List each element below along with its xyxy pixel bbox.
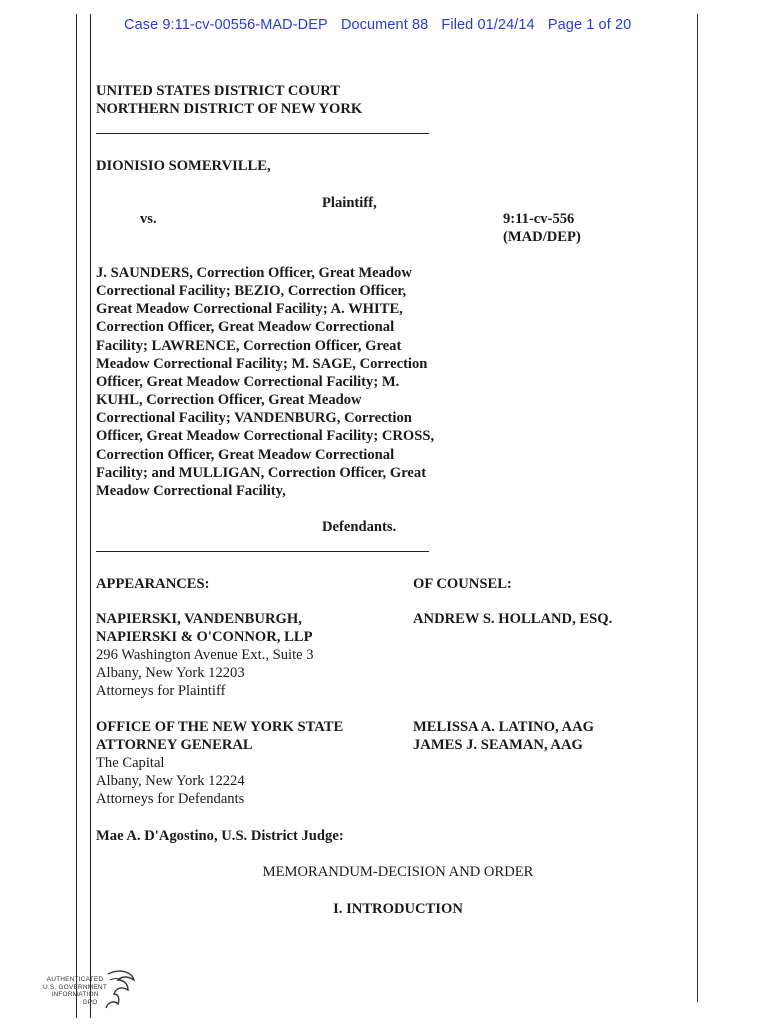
- section-heading: I. INTRODUCTION: [333, 901, 463, 917]
- plaintiff-firm-line-1: NAPIERSKI, VANDENBURGH,: [96, 611, 302, 627]
- defendant-line: Great Meadow Correctional Facility; A. WHITE,: [96, 301, 403, 318]
- court-name-line-2: NORTHERN DISTRICT OF NEW YORK: [96, 101, 363, 117]
- defense-attorneys-for: Attorneys for Defendants: [96, 791, 245, 807]
- defendant-line: KUHL, Correction Officer, Great Meadow: [96, 392, 362, 409]
- eagle-icon: [98, 966, 138, 1016]
- defendant-line: Correction Officer, Great Meadow Correctional: [96, 446, 395, 463]
- case-judges-initials: (MAD/DEP): [503, 229, 581, 245]
- defense-address-line-1: The Capital: [96, 755, 165, 771]
- caption-rule-bottom: [96, 551, 429, 552]
- defendants-list: [96, 264, 434, 500]
- judge-line: Mae A. D'Agostino, U.S. District Judge:: [96, 828, 344, 844]
- defendant-line: J. SAUNDERS, Correction Officer, Great Meadow: [96, 265, 412, 281]
- filing-header: [124, 17, 640, 33]
- plaintiff-counsel: ANDREW S. HOLLAND, ESQ.: [413, 611, 613, 627]
- versus-label: vs.: [140, 211, 157, 227]
- plaintiff-address-line-1: 296 Washington Avenue Ext., Suite 3: [96, 647, 314, 663]
- plaintiff-address-line-2: Albany, New York 12203: [96, 665, 245, 681]
- appearances-heading: APPEARANCES:: [96, 576, 210, 592]
- plaintiff-role: Plaintiff,: [322, 195, 377, 211]
- seal-line-4: GPO: [82, 998, 98, 1006]
- defense-counsel-line-1: MELISSA A. LATINO, AAG: [413, 719, 594, 735]
- caption-rule-top: [96, 133, 429, 134]
- of-counsel-heading: OF COUNSEL:: [413, 576, 512, 592]
- defense-appearance: [96, 718, 343, 808]
- court-name-line-1: UNITED STATES DISTRICT COURT: [96, 83, 341, 99]
- defense-address-line-2: Albany, New York 12224: [96, 773, 245, 789]
- header-page-count: Page 1 of 20: [547, 17, 632, 33]
- defense-counsel: [413, 718, 594, 754]
- defendant-line: Meadow Correctional Facility; M. SAGE, Correction: [96, 355, 428, 372]
- document-title: MEMORANDUM-DECISION AND ORDER: [262, 864, 534, 880]
- plaintiff-appearance: [96, 610, 314, 700]
- plaintiff-firm-line-2: NAPIERSKI & O'CONNOR, LLP: [96, 629, 313, 645]
- defense-office-line-2: ATTORNEY GENERAL: [96, 737, 253, 753]
- defendant-line: Correctional Facility; BEZIO, Correction Officer,: [96, 283, 407, 300]
- defendant-line: Facility; and MULLIGAN, Correction Officer, Great: [96, 464, 427, 481]
- defendant-line: Officer, Great Meadow Correctional Facility; M.: [96, 373, 400, 390]
- defendant-line: Correctional Facility; VANDENBURG, Correction: [96, 410, 412, 427]
- right-margin-line: [697, 14, 698, 1002]
- header-document-number: Document 88: [340, 17, 429, 33]
- case-number: 9:11-cv-556: [503, 211, 575, 227]
- defendant-line: Correction Officer, Great Meadow Correctional: [96, 319, 395, 336]
- gpo-authentication-seal: [40, 966, 140, 1016]
- seal-line-3: INFORMATION: [51, 991, 99, 998]
- header-filed-date: Filed 01/24/14: [441, 17, 535, 33]
- plaintiff-name: DIONISIO SOMERVILLE,: [96, 158, 271, 174]
- defendant-role: Defendants.: [322, 519, 397, 535]
- seal-line-2: U.S. GOVERNMENT: [42, 983, 108, 991]
- plaintiff-attorneys-for: Attorneys for Plaintiff: [96, 683, 226, 699]
- defendant-line: Facility; LAWRENCE, Correction Officer, Great: [96, 337, 402, 354]
- header-case-number: Case 9:11-cv-00556-MAD-DEP: [124, 17, 328, 33]
- defense-office-line-1: OFFICE OF THE NEW YORK STATE: [96, 719, 344, 735]
- defense-counsel-line-2: JAMES J. SEAMAN, AAG: [413, 737, 583, 753]
- defendant-line: Meadow Correctional Facility,: [96, 482, 286, 499]
- seal-line-1: AUTHENTICATED: [46, 976, 104, 983]
- defendant-line: Officer, Great Meadow Correctional Facility; CROSS,: [96, 428, 435, 445]
